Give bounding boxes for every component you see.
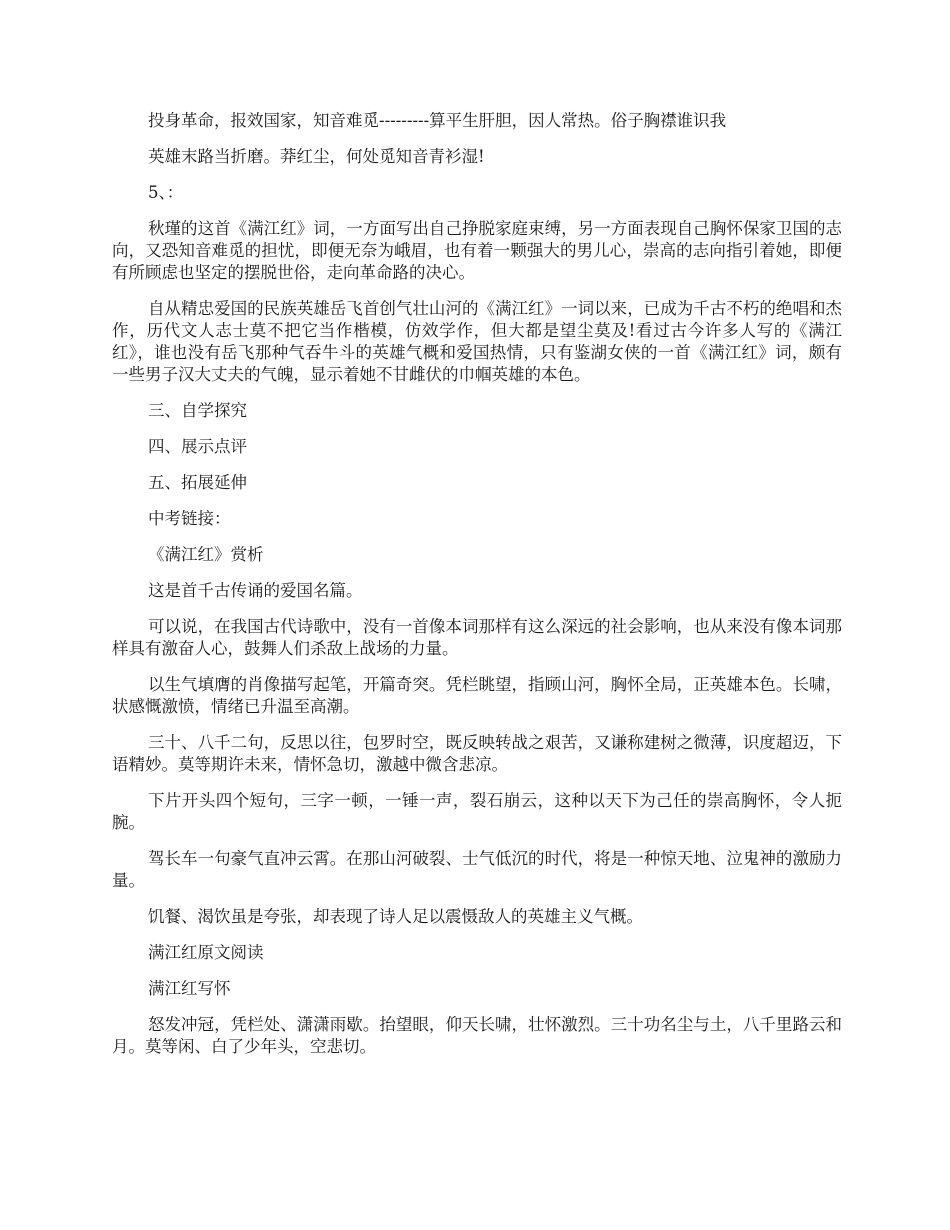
paragraph: 自从精忠爱国的民族英雄岳飞首创气壮山河的《满江红》一词以来，已成为千古不朽的绝唱和杰作，历代文人志士莫不把它当作楷模，仿效学作，但大都是望尘莫及!看过古今许多人写的《满江红》，谁也没有岳飞那种气吞牛斗的英雄气概和爱国热情，只有鉴湖女侠的一首《满江红》词，颇有一些男子汉大丈夫的气魄，显示着她不甘雌伏的巾帼英雄的本色。 xyxy=(112,299,842,384)
document-body xyxy=(112,110,842,1072)
paragraph: 这是首千古传诵的爱国名篇。 xyxy=(148,581,363,600)
section-heading: 三、自学探究 xyxy=(148,401,247,420)
paragraph: 下片开头四个短句，三字一顿，一锤一声，裂石崩云，这种以天下为己任的崇高胸怀，令人扼腕。 xyxy=(112,791,842,832)
paragraph: 以生气填膺的肖像描写起笔，开篇奇突。凭栏眺望，指顾山河，胸怀全局，正英雄本色。长啸，状感慨激愤，情绪已升温至高潮。 xyxy=(112,675,842,716)
paragraph: 怒发冲冠，凭栏处、潇潇雨歇。抬望眼，仰天长啸，壮怀激烈。三十功名尘与土，八千里路云和月。莫等闲、白了少年头，空悲切。 xyxy=(112,1015,842,1056)
paragraph: 满江红写怀 xyxy=(148,979,231,998)
paragraph: 《满江红》赏析 xyxy=(148,545,264,564)
section-heading: 五、拓展延伸 xyxy=(148,473,247,492)
paragraph: 秋瑾的这首《满江红》词，一方面写出自己挣脱家庭束缚，另一方面表现自己胸怀保家卫国的志向，又恐知音难觅的担忧，即便无奈为峨眉，也有着一颗强大的男儿心，崇高的志向指引着她，即便有所顾虑也坚定的摆脱世俗，走向革命路的决心。 xyxy=(112,219,842,282)
paragraph: 中考链接： xyxy=(148,509,231,528)
paragraph: 投身革命，报效国家，知音难觅---------算平生肝胆，因人常热。俗子胸襟谁识我 xyxy=(148,111,727,130)
paragraph: 三十、八千二句，反思以往，包罗时空，既反映转战之艰苦，又谦称建树之微薄，识度超迈，下语精妙。莫等期许未来，情怀急切，激越中微含悲凉。 xyxy=(112,733,842,774)
paragraph: 5、： xyxy=(148,183,184,202)
paragraph: 满江红原文阅读 xyxy=(148,943,264,962)
section-heading: 四、展示点评 xyxy=(148,437,247,456)
paragraph: 驾长车一句豪气直冲云霄。在那山河破裂、士气低沉的时代，将是一种惊天地、泣鬼神的激励力量。 xyxy=(112,849,842,890)
paragraph: 可以说，在我国古代诗歌中，没有一首像本词那样有这么深远的社会影响，也从来没有像本词那样具有激奋人心，鼓舞人们杀敌上战场的力量。 xyxy=(112,617,842,658)
paragraph: 饥餐、渴饮虽是夸张，却表现了诗人足以震慑敌人的英雄主义气概。 xyxy=(148,907,643,926)
paragraph: 英雄末路当折磨。莽红尘，何处觅知音青衫湿! xyxy=(148,147,485,166)
